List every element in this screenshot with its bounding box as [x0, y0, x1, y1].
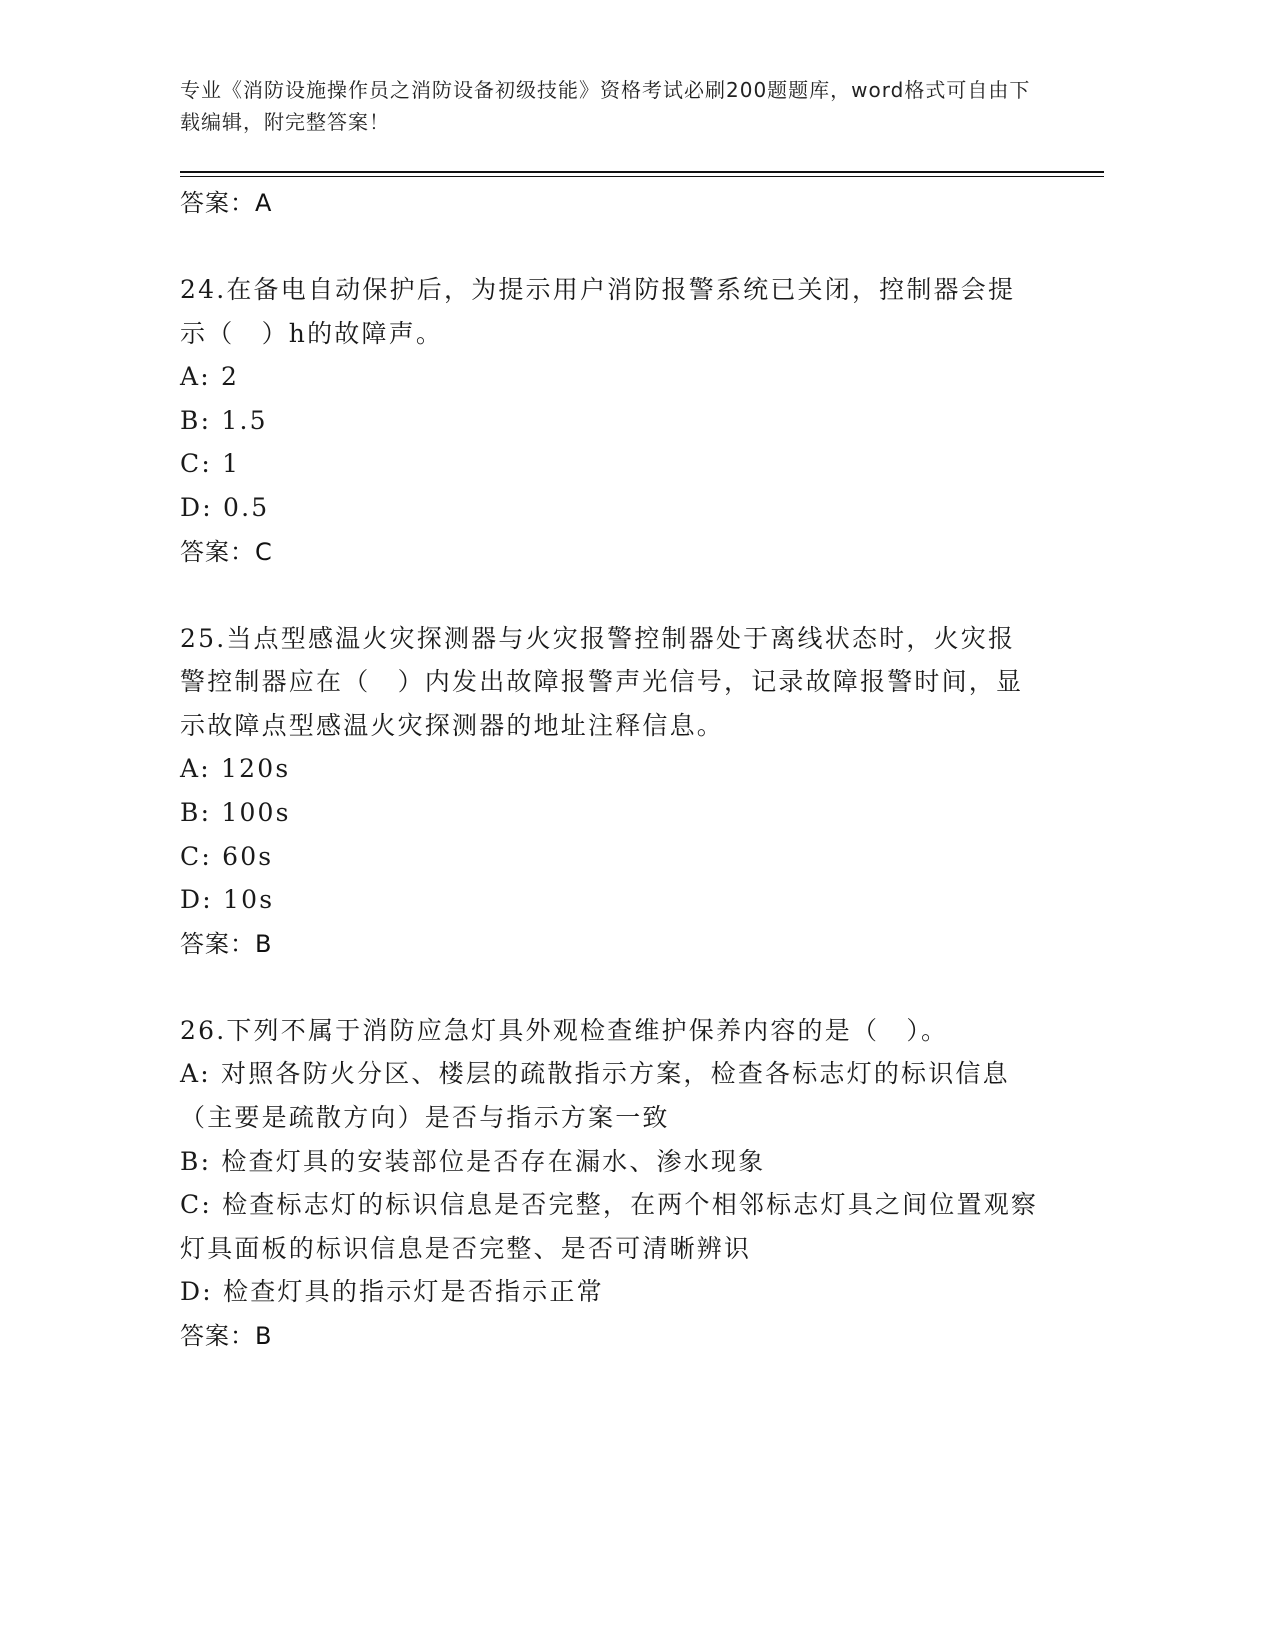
spacer [180, 574, 1040, 617]
option-a: A: 2 [180, 362, 240, 392]
option-c: C: 60s [180, 841, 274, 871]
question-25 [180, 617, 1040, 966]
option-d: D: 检查灯具的指示灯是否指示正常 [180, 1277, 604, 1307]
document-header: 专业《消防设施操作员之消防设备初级技能》资格考试必刷200题题库，word格式可自由下载编辑，附完整答案！ [180, 78, 1031, 134]
question-24 [180, 268, 1040, 574]
answer-line: 答案：A [180, 189, 273, 217]
header-divider-thin [180, 176, 1104, 177]
option-a: A: 120s [180, 754, 291, 784]
option-b: B: 检查灯具的安装部位是否存在漏水、渗水现象 [180, 1146, 766, 1176]
spacer [180, 225, 1040, 268]
option-b: B: 100s [180, 797, 291, 827]
option-a: A: 对照各防火分区、楼层的疏散指示方案，检查各标志灯的标识信息（主要是疏散方向）是否与指示方案一致 [180, 1059, 1010, 1132]
question-stem: 26.下列不属于消防应急灯具外观检查维护保养内容的是（ ）。 [180, 1015, 949, 1045]
option-d: D: 10s [180, 885, 275, 915]
question-26 [180, 1009, 1040, 1358]
option-d: D: 0.5 [180, 492, 270, 522]
header-divider-thick [180, 171, 1104, 173]
option-c: C: 检查标志灯的标识信息是否完整，在两个相邻标志灯具之间位置观察灯具面板的标识信息是否完整、是否可清晰辨识 [180, 1190, 1039, 1263]
question-stem: 24.在备电自动保护后，为提示用户消防报警系统已关闭，控制器会提示（ ）h的故障声。 [180, 275, 1016, 348]
question-stem: 25.当点型感温火灾探测器与火灾报警控制器处于离线状态时，火灾报警控制器应在（ ）内发出故障报警声光信号，记录故障报警时间，显示故障点型感温火灾探测器的地址注释信息。 [180, 623, 1024, 740]
question-list [180, 181, 1040, 1358]
answer-line: 答案：B [180, 929, 273, 958]
option-c: C: 1 [180, 449, 241, 479]
spacer [180, 966, 1040, 1009]
answer-line: 答案：C [180, 537, 273, 566]
answer-line: 答案：B [180, 1321, 273, 1350]
option-b: B: 1.5 [180, 405, 268, 435]
